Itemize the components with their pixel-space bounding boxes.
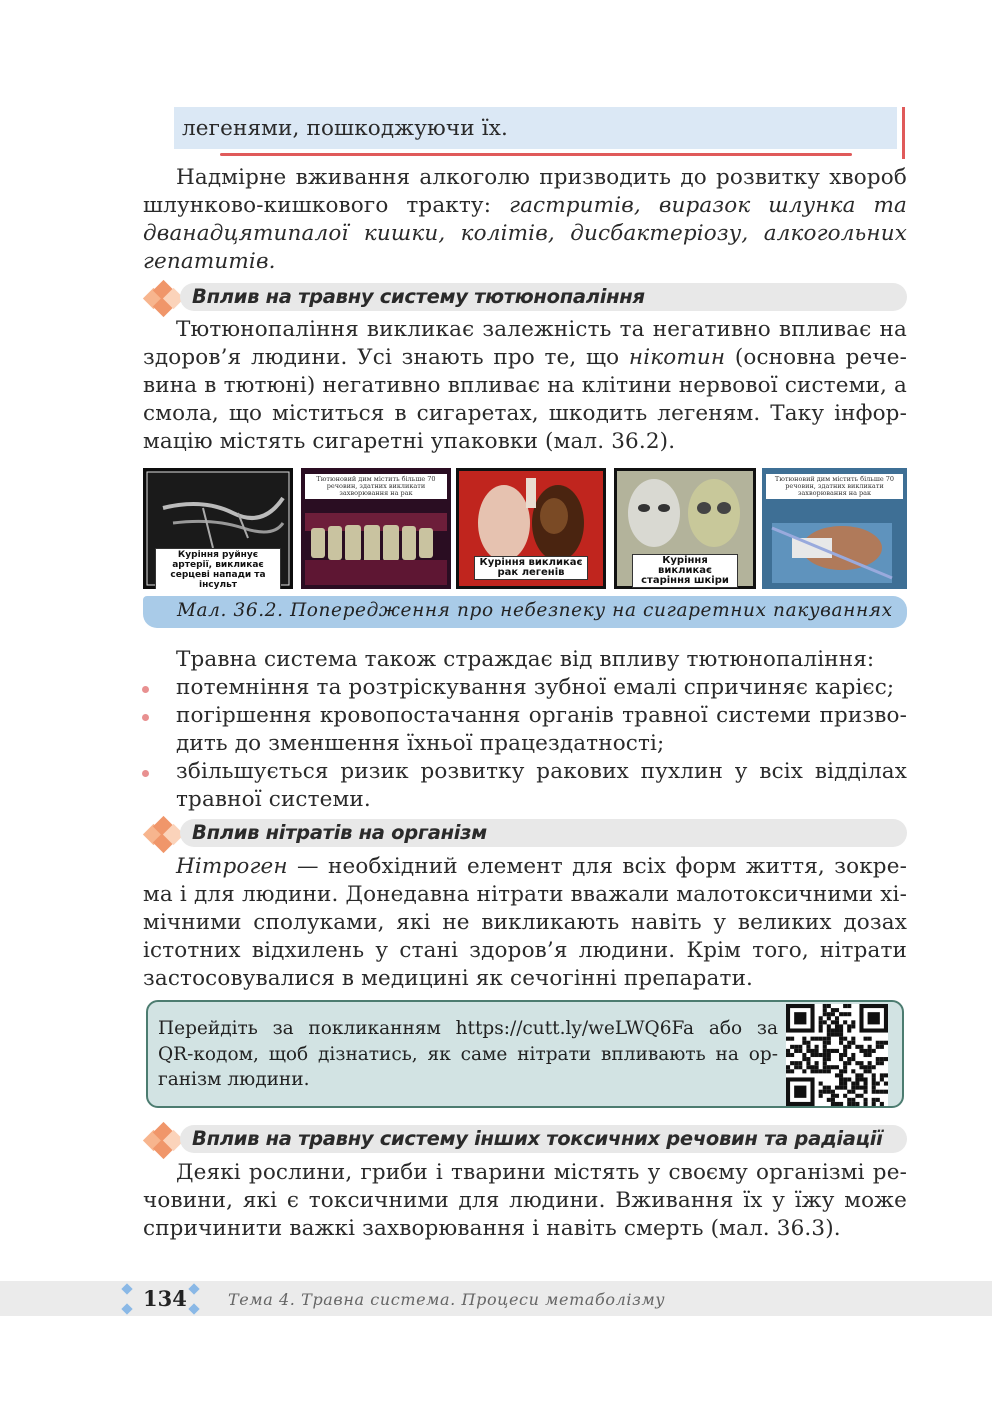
paragraph-nitrates — [143, 853, 907, 993]
paragraph-digestive — [143, 646, 907, 674]
red-side-bar — [902, 107, 905, 159]
footer-topic: Тема 4. Травна система. Процеси метаболізму — [228, 1290, 666, 1309]
photo-arteries — [143, 468, 293, 589]
qr-text-line: ганізм людини. — [158, 1069, 310, 1090]
paragraph-toxic — [143, 1159, 907, 1243]
text-run: смола, що міститься в сигаретах, шкодить легеням. Таку інфор- — [143, 401, 907, 426]
italic-term: Нітроген — [176, 854, 288, 879]
heading-toxic-text: Вплив на травну систему інших токсичних речовин та радіації — [192, 1127, 883, 1150]
photo-surgery — [762, 468, 907, 589]
italic-term: гепатитів. — [143, 249, 276, 274]
qr-text-line: Перейдіть за покликанням https://cutt.ly/weLWQ6Fa або за — [158, 1018, 778, 1039]
alcohol-line — [143, 164, 907, 192]
nitrates-line — [143, 853, 907, 881]
text-run: Тютюнопаління викликає залежність та негативно впливає на — [176, 317, 907, 342]
text-run: — необхідний елемент для всіх форм життя, зокре- — [287, 854, 907, 879]
photo-lungs — [456, 468, 606, 589]
bullet-line: погіршення кровопостачання органів травної системи призво- — [176, 703, 907, 728]
bullet-line: травної системи. — [176, 787, 371, 812]
figure-caption — [143, 596, 907, 628]
tobacco-line — [143, 316, 907, 344]
bullet-dot — [142, 686, 149, 693]
text-run: шлунково-кишкового тракту: — [143, 193, 510, 218]
alcohol-line — [143, 192, 907, 220]
toxic-line — [143, 1215, 907, 1243]
qr-text-line: QR-кодом, щоб дізнатись, як саме нітрати впливають на ор- — [158, 1043, 778, 1065]
text-run: Деякі рослини, гриби і тварини містять у своєму організмі ре- — [176, 1160, 907, 1185]
nitrates-line — [143, 965, 907, 993]
qr-info-text — [158, 1016, 778, 1093]
heading-nitrates — [180, 819, 907, 847]
bullet-dot — [142, 714, 149, 721]
text-run: Надмірне вживання алкоголю призводить до розвитку хвороб — [176, 165, 907, 190]
text-run: ма і для людини. Донедавна нітрати вважали малотоксичними хі- — [143, 882, 907, 907]
text-run: застосовувалися в медицині як сечогінні препарати. — [143, 966, 754, 991]
heading-diamond-icon — [144, 283, 184, 319]
toxic-line — [143, 1159, 907, 1187]
text-run: здоров’я людини. Усі знають про те, що — [143, 345, 629, 370]
page-number: 134 — [143, 1286, 187, 1311]
top-highlight-box — [174, 107, 897, 149]
bullet-item — [176, 702, 907, 758]
photo-teeth — [301, 468, 451, 589]
heading-diamond-icon — [144, 819, 184, 855]
italic-term: гастритів, виразок шлунка та — [509, 193, 907, 218]
photo-surgery-warning: Тютюновий дим містить більше 70 речовин, здатних викликати захворювання на рак — [766, 474, 903, 499]
paragraph-alcohol — [143, 164, 907, 276]
text-run: вина в тютюні) негативно впливає на клітини нервової системи, а — [143, 373, 907, 398]
text-run: човини, які є токсичними для людини. Вживання їх у їжу може — [143, 1188, 907, 1213]
tobacco-line — [143, 344, 907, 372]
heading-diamond-icon — [144, 1125, 184, 1161]
bullet-item — [176, 674, 907, 702]
digestive-intro: Травна система також страждає від впливу тютюнопаління: — [176, 647, 875, 672]
bullet-line: потемніння та розтріскування зубної емалі спричиняє карієс; — [176, 675, 895, 700]
bullet-item — [176, 758, 907, 814]
text-run: істотних відхилень у стані здоров’я людини. Крім того, нітрати — [143, 938, 907, 963]
red-underline — [220, 153, 852, 156]
photo-lungs-label: Куріння викликає рак легенів — [474, 556, 588, 580]
alcohol-line — [143, 248, 907, 276]
photo-arteries-label: Куріння руйнує артерії, викликає серцеві напади та інсульт — [155, 548, 281, 589]
heading-tobacco-text: Вплив на травну систему тютюнопаління — [192, 285, 645, 308]
text-run: (основна рече- — [725, 345, 908, 370]
paragraph-tobacco — [143, 316, 907, 456]
heading-tobacco — [180, 283, 907, 311]
italic-term: нікотин — [628, 345, 726, 370]
photo-teeth-warning: Тютюновий дим містить більше 70 речовин, здатних викликати захворювання на рак — [305, 474, 447, 499]
bullet-line: збільшується ризик розвитку ракових пухлин у всіх відділах — [176, 759, 907, 784]
top-line-text: легенями, пошкоджуючи їх. — [182, 116, 508, 141]
text-run: спричинити важкі захворювання і навіть смерть (мал. 36.3). — [143, 1216, 841, 1241]
bullet-dot — [142, 770, 149, 777]
heading-toxic — [180, 1125, 907, 1153]
italic-term: дванадцятипалої кишки, колітів, дисбактеріозу, алкогольних — [143, 221, 907, 246]
nitrates-line — [143, 881, 907, 909]
photo-skin-label: Куріння викликає старіння шкіри — [632, 554, 738, 588]
photo-skin — [614, 468, 756, 589]
figure-caption-text: Мал. 36.2. Попередження про небезпеку на сигаретних пакуваннях — [177, 600, 893, 621]
tobacco-line — [143, 400, 907, 428]
heading-nitrates-text: Вплив нітратів на організм — [192, 821, 487, 844]
tobacco-line — [143, 372, 907, 400]
qr-code-icon[interactable] — [786, 1004, 888, 1106]
toxic-line — [143, 1187, 907, 1215]
nitrates-line — [143, 909, 907, 937]
bullet-line: дить до зменшення їхньої працездатності; — [176, 731, 665, 756]
tobacco-line — [143, 428, 907, 456]
text-run: мічними сполуками, які не викликають навіть у великих дозах — [143, 910, 907, 935]
nitrates-line — [143, 937, 907, 965]
alcohol-line — [143, 220, 907, 248]
text-run: мацію містять сигаретні упаковки (мал. 36.2). — [143, 429, 676, 454]
